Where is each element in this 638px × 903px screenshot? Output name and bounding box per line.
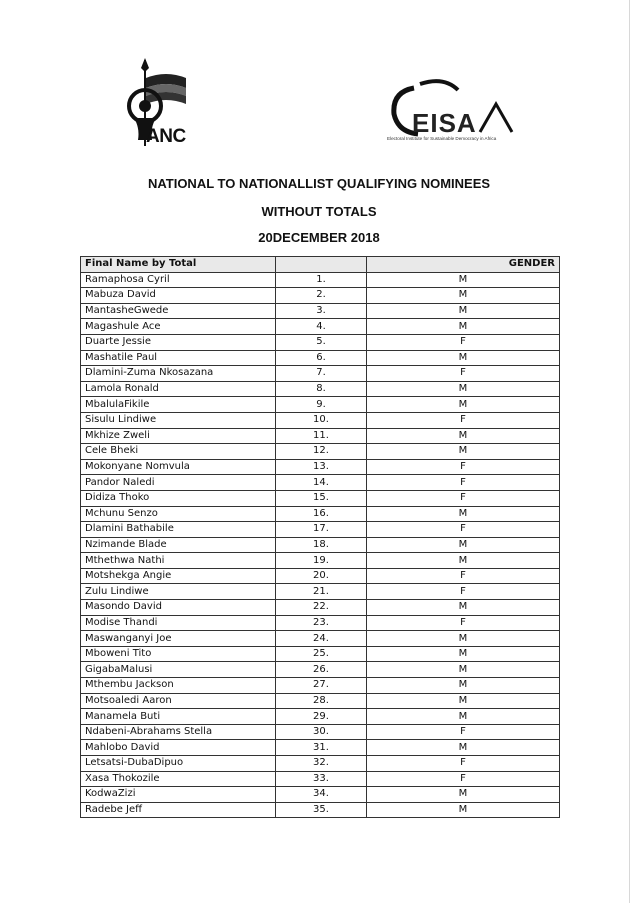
table-row [81,397,560,413]
nominee-name: Magashule Ace [81,319,276,335]
table-row [81,428,560,444]
nominee-gender: M [367,319,560,335]
nominee-number: 20. [276,568,367,584]
table-row [81,740,560,756]
nominee-number: 33. [276,771,367,787]
nominee-name: Sisulu Lindiwe [81,412,276,428]
table-row [81,787,560,803]
nominee-number: 8. [276,381,367,397]
nominee-gender: M [367,553,560,569]
table-row [81,631,560,647]
nominee-gender: M [367,537,560,553]
table-row [81,303,560,319]
nominee-gender: M [367,397,560,413]
nominee-gender: M [367,350,560,366]
eisa-logo-text: EISA [412,108,477,138]
nominee-gender: F [367,334,560,350]
document-subtitle: WITHOUT TOTALS [261,204,377,219]
table-row [81,537,560,553]
table-row [81,319,560,335]
nominee-gender: M [367,428,560,444]
nominee-name: Dlamini-Zuma Nkosazana [81,366,276,382]
nominee-number: 30. [276,724,367,740]
nominee-number: 32. [276,756,367,772]
table-row [81,381,560,397]
nominee-gender: M [367,381,560,397]
nominees-table [80,256,560,818]
nominee-name: Masondo David [81,600,276,616]
nominee-gender: F [367,615,560,631]
nominee-number: 23. [276,615,367,631]
nominee-name: Maswanganyi Joe [81,631,276,647]
nominee-number: 11. [276,428,367,444]
nominee-number: 18. [276,537,367,553]
table-row [81,334,560,350]
nominee-name: Zulu Lindiwe [81,584,276,600]
nominee-gender: F [367,490,560,506]
nominee-number: 2. [276,288,367,304]
table-row [81,678,560,694]
nominee-gender: M [367,802,560,818]
nominee-gender: F [367,412,560,428]
nominee-gender: M [367,600,560,616]
table-row [81,412,560,428]
nominee-number: 31. [276,740,367,756]
nominee-name: Mabuza David [81,288,276,304]
eisa-subtitle: Electoral Institute for Sustainable Democracy in Africa [387,136,497,141]
nominee-gender: F [367,366,560,382]
nominee-number: 14. [276,475,367,491]
nominee-name: Mokonyane Nomvula [81,459,276,475]
nominee-gender: M [367,631,560,647]
table-row [81,646,560,662]
table-row [81,709,560,725]
table-row [81,615,560,631]
nominee-name: Ramaphosa Cyril [81,272,276,288]
table-row [81,444,560,460]
nominee-gender: M [367,678,560,694]
nominee-number: 6. [276,350,367,366]
nominee-number: 25. [276,646,367,662]
table-row [81,756,560,772]
table-row [81,366,560,382]
nominee-gender: M [367,303,560,319]
nominee-name: Mchunu Senzo [81,506,276,522]
nominee-number: 21. [276,584,367,600]
nominee-number: 7. [276,366,367,382]
table-row [81,662,560,678]
nominee-name: Xasa Thokozile [81,771,276,787]
table-row [81,350,560,366]
nominee-name: Mboweni Tito [81,646,276,662]
nominee-number: 12. [276,444,367,460]
nominee-gender: M [367,288,560,304]
nominee-number: 16. [276,506,367,522]
nominee-number: 29. [276,709,367,725]
nominee-name: MantasheGwede [81,303,276,319]
nominee-gender: F [367,475,560,491]
nominee-name: Dlamini Bathabile [81,522,276,538]
nominee-gender: F [367,568,560,584]
nominee-name: Motsoaledi Aaron [81,693,276,709]
nominee-gender: M [367,693,560,709]
table-row [81,771,560,787]
table-row [81,522,560,538]
nominee-number: 10. [276,412,367,428]
page-edge-line [629,0,630,903]
nominee-number: 3. [276,303,367,319]
table-row [81,475,560,491]
table-row [81,490,560,506]
nominee-name: Motshekga Angie [81,568,276,584]
table-row [81,459,560,475]
nominee-name: Mashatile Paul [81,350,276,366]
nominee-name: MbalulaFikile [81,397,276,413]
nominee-number: 35. [276,802,367,818]
nominee-name: Mthethwa Nathi [81,553,276,569]
nominee-gender: M [367,272,560,288]
nominee-name: Nzimande Blade [81,537,276,553]
nominee-gender: M [367,444,560,460]
nominee-number: 27. [276,678,367,694]
table-row [81,272,560,288]
nominee-name: Letsatsi-DubaDipuo [81,756,276,772]
nominee-number: 15. [276,490,367,506]
anc-logo-text: ANC [146,126,186,147]
table-row [81,506,560,522]
nominee-gender: M [367,740,560,756]
table-row [81,584,560,600]
table-row [81,288,560,304]
table-row [81,568,560,584]
header-name: Final Name by Total [81,257,276,273]
table-row [81,724,560,740]
nominee-name: Manamela Buti [81,709,276,725]
nominee-name: Duarte Jessie [81,334,276,350]
nominee-name: Modise Thandi [81,615,276,631]
table-header-row [81,257,560,273]
document-date: 20DECEMBER 2018 [258,230,380,245]
nominee-number: 17. [276,522,367,538]
nominee-name: Ndabeni-Abrahams Stella [81,724,276,740]
nominee-name: Cele Bheki [81,444,276,460]
nominee-number: 1. [276,272,367,288]
nominee-gender: F [367,756,560,772]
nominee-name: Pandor Naledi [81,475,276,491]
nominee-name: Mahlobo David [81,740,276,756]
table-row [81,693,560,709]
nominee-number: 5. [276,334,367,350]
nominee-name: Lamola Ronald [81,381,276,397]
nominee-gender: F [367,584,560,600]
nominee-gender: M [367,506,560,522]
nominee-number: 28. [276,693,367,709]
nominee-number: 22. [276,600,367,616]
nominee-name: Mthembu Jackson [81,678,276,694]
nominee-gender: M [367,709,560,725]
header-number [276,257,367,273]
nominee-number: 4. [276,319,367,335]
nominee-gender: M [367,662,560,678]
nominee-name: Didiza Thoko [81,490,276,506]
table-row [81,802,560,818]
nominee-number: 34. [276,787,367,803]
nominee-gender: F [367,724,560,740]
nominee-gender: F [367,459,560,475]
nominee-gender: M [367,787,560,803]
nominee-number: 19. [276,553,367,569]
nominee-number: 13. [276,459,367,475]
nominee-number: 9. [276,397,367,413]
nominee-name: Mkhize Zweli [81,428,276,444]
table-row [81,553,560,569]
nominee-name: KodwaZizi [81,787,276,803]
table-row [81,600,560,616]
nominee-number: 24. [276,631,367,647]
nominee-name: GigabaMalusi [81,662,276,678]
nominee-gender: F [367,522,560,538]
document-title: NATIONAL TO NATIONALLIST QUALIFYING NOMINEES [147,176,491,191]
nominee-name: Radebe Jeff [81,802,276,818]
nominee-gender: M [367,646,560,662]
header-gender: GENDER [367,257,560,273]
nominee-gender: F [367,771,560,787]
nominee-number: 26. [276,662,367,678]
